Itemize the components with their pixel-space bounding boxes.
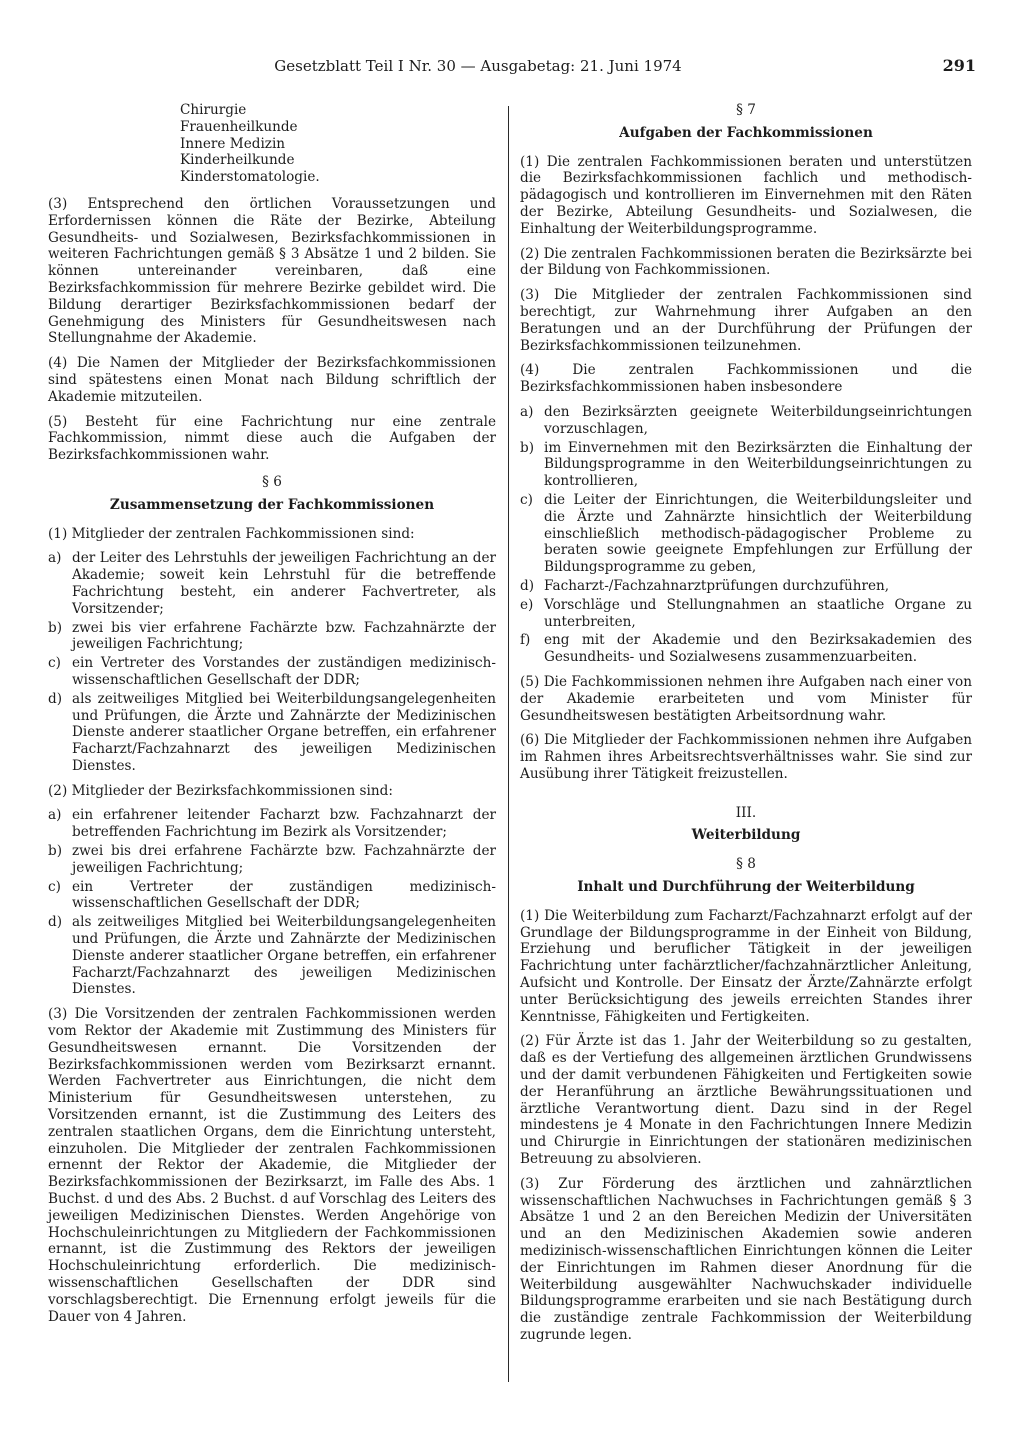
paragraph: (6) Die Mitglieder der Fachkommissionen nehmen ihre Aufgaben im Rahmen ihres Arbeitsrechtsverhältnisses wahr. Sie sind zur Ausübung ihrer Tätigkeit freizustellen. xyxy=(520,732,972,782)
list-item: b) im Einvernehmen mit den Bezirksärzten die Einhaltung der Bildungsprogramme in den Weiterbildungseinrichtungen zu kontrollieren, xyxy=(520,439,972,490)
list-item: a) ein erfahrener leitender Facharzt bzw. Fachzahnarzt der betreffenden Fachrichtung im Bezirk als Vorsitzender; xyxy=(48,807,496,841)
paragraph: (4) Die zentralen Fachkommissionen und die Bezirksfachkommissionen haben insbesondere xyxy=(520,362,972,396)
list-item: c) ein Vertreter des Vorstandes der zuständigen medizinisch-wissenschaftlichen Gesellschaft der DDR; xyxy=(48,655,496,688)
list-item: d) als zeitweiliges Mitglied bei Weiterbildungsangelegenheiten und Prüfungen, die Ärzte und Zahnärzte der Medizinischen Dienste anderer staatlicher Organe betreffen, ein erfahrener Facharzt/Fachzahnarzt des jeweiligen Medizinischen Dienstes. xyxy=(48,914,496,998)
section-number: § 8 xyxy=(736,856,756,873)
page-number: 291 xyxy=(942,56,976,75)
task-list xyxy=(520,404,972,666)
paragraph: (2) Mitglieder der Bezirksfachkommissionen sind: xyxy=(48,782,393,799)
list-item: b) zwei bis drei erfahrene Fachärzte bzw. Fachzahnärzte der jeweiligen Fachrichtung; xyxy=(48,843,496,876)
left-column xyxy=(48,102,496,1333)
column-divider xyxy=(508,106,509,1382)
section-number: § 6 xyxy=(262,473,282,490)
right-column xyxy=(520,102,972,1352)
paragraph: (1) Mitglieder der zentralen Fachkommissionen sind: xyxy=(48,525,415,542)
list-item: c) ein Vertreter der zuständigen medizinisch-wissenschaftlichen Gesellschaft der DDR; xyxy=(48,878,496,912)
section-number: § 7 xyxy=(736,102,756,118)
paragraph: (3) Die Mitglieder der zentralen Fachkommissionen sind berechtigt, zur Wahrnehmung ihrer Aufgaben an den Beratungen und an der Durchführung der Prüfungen der Bezirksfachkommissionen teilzunehmen. xyxy=(520,287,972,354)
member-list xyxy=(48,807,496,998)
paragraph: (2) Die zentralen Fachkommissionen beraten die Bezirksärzte bei der Bildung von Fachkommissionen. xyxy=(520,245,972,279)
section-title: Inhalt und Durchführung der Weiterbildung xyxy=(577,879,915,896)
running-title: Gesetzblatt Teil I Nr. 30 — Ausgabetag: 21. Juni 1974 xyxy=(274,57,682,75)
list-item: f) eng mit der Akademie und den Bezirksakademien des Gesundheits- und Sozialwesens zusammenzuarbeiten. xyxy=(520,632,972,666)
member-list xyxy=(48,550,496,774)
specialty-item: Innere Medizin xyxy=(180,135,286,152)
section-title: Aufgaben der Fachkommissionen xyxy=(619,124,873,141)
specialty-item: Chirurgie xyxy=(180,102,247,118)
list-item: a) der Leiter des Lehrstuhls der jeweiligen Fachrichtung an der Akademie; soweit kein Lehrstuhl für die betreffende Fachrichtung besteht, ein anderer Fachvertreter, als Vorsitzender; xyxy=(48,550,496,617)
paragraph: (4) Die Namen der Mitglieder der Bezirksfachkommissionen sind spätestens einen Monat nach Bildung schriftlich der Akademie mitzuteilen. xyxy=(48,355,496,405)
part-title: Weiterbildung xyxy=(691,827,801,844)
paragraph: (5) Besteht für eine Fachrichtung nur eine zentrale Fachkommission, nimmt diese auch die Aufgaben der Bezirksfachkommissionen wahr. xyxy=(48,413,496,464)
list-item: c) die Leiter der Einrichtungen, die Weiterbildungsleiter und die Ärzte und Zahnärzte hinsichtlich der Weiterbildung einschließlich methodisch-pädagogischer Probleme zu beraten sowie geeignete Empfehlungen zur Erfüllung der Bildungsprogramme zu geben, xyxy=(520,491,972,576)
paragraph: (1) Die Weiterbildung zum Facharzt/Fachzahnarzt erfolgt auf der Grundlage der Bildungsprogramme in der Einheit von Bildung, Erziehung und beruflicher Tätigkeit in der jeweiligen Fachrichtung unter fachärztlicher/fachzahnärztlicher Anleitung, Aufsicht und Kontrolle. Der Einsatz der Ärzte/Zahnärzte erfolgt unter Berücksichtigung des jeweils erreichten Standes ihrer Kenntnisse, Fähigkeiten und Fertigkeiten. xyxy=(520,907,972,1025)
specialty-list xyxy=(180,102,496,186)
list-item: d) als zeitweiliges Mitglied bei Weiterbildungsangelegenheiten und Prüfungen, die Ärzte und Zahnärzte der Medizinischen Dienste anderer staatlicher Organe betreffen, ein erfahrener Facharzt/Fachzahnarzt des jeweiligen Medizinischen Dienstes. xyxy=(48,690,496,774)
paragraph: (3) Zur Förderung des ärztlichen und zahnärztlichen wissenschaftlichen Nachwuchses in Fachrichtungen gemäß § 3 Absätze 1 und 2 an den Bereichen Medizin der Universitäten und an den Medizinischen Akademien sowie anderen medizinisch-wissenschaftlichen Einrichtungen können die Leiter der Einrichtungen im Rahmen dieser Anordnung für die Weiterbildung ausgewählter Nachwuchskader individuelle Bildungsprogramme erarbeiten und sie nach Bestätigung durch die zuständige zentrale Fachkommission der Weiterbildung zugrunde legen. xyxy=(520,1175,972,1343)
list-item: e) Vorschläge und Stellungnahmen an staatliche Organe zu unterbreiten, xyxy=(520,596,972,630)
paragraph: (3) Die Vorsitzenden der zentralen Fachkommissionen werden vom Rektor der Akademie mit Zustimmung des Ministers für Gesundheitswesen ernannt. Die Vorsitzenden der Bezirksfachkommissionen werden vom Bezirksarzt ernannt. Werden Fachvertreter aus Einrichtungen, die nicht dem Ministerium für Gesundheitswesen unterstehen, zu Vorsitzenden ernannt, ist die Zustimmung des Leiters des zentralen staatlichen Organs, dem die Einrichtung untersteht, einzuholen. Die Mitglieder der zentralen Fachkommissionen ernennt der Rektor der Akademie, die Mitglieder der Bezirksfachkommissionen der Bezirksarzt, im Falle des Abs. 1 Buchst. d und des Abs. 2 Buchst. d auf Vorschlag des Leiters des jeweiligen Medizinischen Dienstes. Werden Angehörige von Hochschuleinrichtungen zu Mitgliedern der Fachkommissionen ernannt, ist die Zustimmung des Rektors der jeweiligen Hochschuleinrichtung erforderlich. Die medizinisch-wissenschaftlichen Gesellschaften der DDR sind vorschlagsberechtigt. Die Ernennung erfolgt jeweils für die Dauer von 4 Jahren. xyxy=(48,1006,496,1325)
list-item: d) Facharzt-/Fachzahnarztprüfungen durchzuführen, xyxy=(520,577,890,594)
page-header xyxy=(40,56,976,80)
part-number: III. xyxy=(735,804,757,821)
specialty-item: Kinderstomatologie. xyxy=(180,169,320,186)
paragraph: (3) Entsprechend den örtlichen Voraussetzungen und Erfordernissen können die Räte der Bezirke, Abteilung Gesundheits- und Sozialwesen, Bezirksfachkommissionen in weiteren Fachrichtungen gemäß § 3 Absätze 1 und 2 bilden. Sie können untereinander vereinbaren, daß eine Bezirksfachkommission für mehrere Bezirke gebildet wird. Die Bildung derartiger Bezirksfachkommissionen bedarf der Genehmigung des Ministers für Gesundheitswesen nach Stellungnahme der Akademie. xyxy=(48,195,496,347)
specialty-item: Frauenheilkunde xyxy=(180,118,298,135)
section-title: Zusammensetzung der Fachkommissionen xyxy=(109,496,435,513)
paragraph: (2) Für Ärzte ist das 1. Jahr der Weiterbildung so zu gestalten, daß es der Vertiefung des allgemeinen ärztlichen Grundwissens und der damit verbundenen Fähigkeiten und Fertigkeiten sowie der Heranführung an ärztliche Bewährungssituationen und ärztliche Verantwortung dient. Dazu sind in der Regel mindestens je 4 Monate in den Fachrichtungen Innere Medizin und Chirurgie in Einrichtungen der stationären medizinischen Betreuung zu absolvieren. xyxy=(520,1033,972,1168)
specialty-item: Kinderheilkunde xyxy=(180,152,295,169)
list-item: b) zwei bis vier erfahrene Fachärzte bzw. Fachzahnärzte der jeweiligen Fachrichtung; xyxy=(48,619,496,653)
paragraph: (1) Die zentralen Fachkommissionen beraten und unterstützen die Bezirksfachkommissionen fachlich und methodisch-pädagogisch und kontrollieren im Einvernehmen mit den Räten der Bezirke, Abteilung Gesundheits- und Sozialwesen, die Einhaltung der Weiterbildungsprogramme. xyxy=(520,153,972,237)
paragraph: (5) Die Fachkommissionen nehmen ihre Aufgaben nach einer von der Akademie erarbeiteten und vom Minister für Gesundheitswesen bestätigten Arbeitsordnung wahr. xyxy=(520,673,972,724)
list-item: a) den Bezirksärzten geeignete Weiterbildungseinrichtungen vorzuschlagen, xyxy=(520,403,972,437)
